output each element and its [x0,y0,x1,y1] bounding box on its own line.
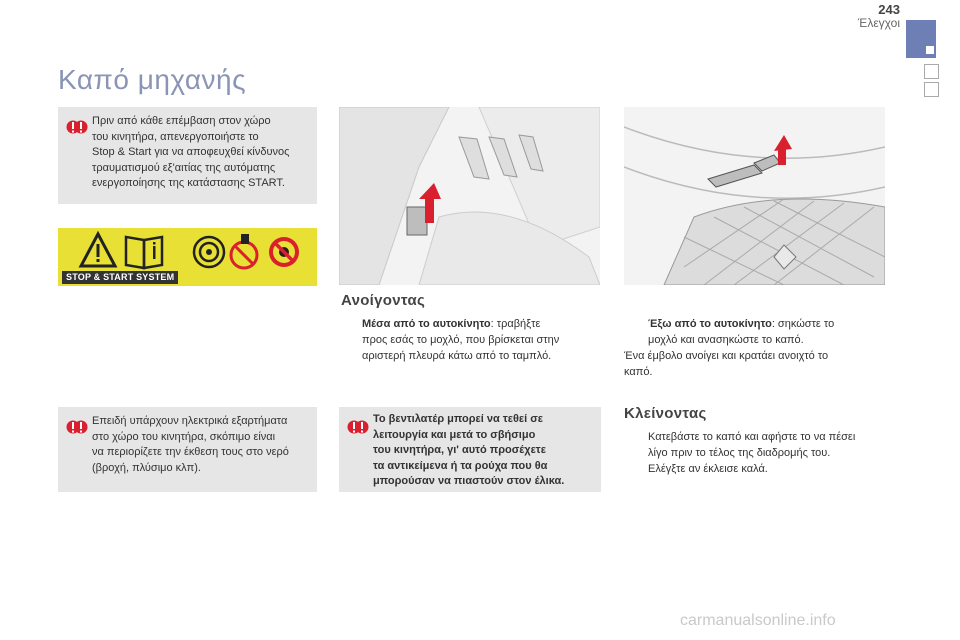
watermark: carmanualsonline.info [680,612,836,629]
page-number: 243 [878,2,900,17]
warning-text: Το βεντιλατέρ μπορεί να τεθεί σε λειτουργία και μετά το σβήσιμο του κινητήρα, γι' αυτό προσέχετε τα αντικείμενα ή τα ρούχα που θα μπορούσαν να πιαστούν στον έλικα. [373,413,565,487]
closing-heading: Κλείνοντας [624,405,707,422]
warning-box-stop-start [58,107,317,204]
warning-icon [347,417,369,437]
opening-outside-step: Έξω από το αυτοκίνητο: σηκώστε το μοχλό και ανασηκώστε το καπό. Ένα έμβολο ανοίγει και κρατάει ανοιχτό το καπό. [624,318,835,378]
sticker-pictograms-icon [58,228,317,272]
opening-inside-step: Μέσα από το αυτοκίνητο: τραβήξτε προς εσάς το μοχλό, που βρίσκεται στην αριστερή πλευρά κάτω από το ταμπλό. [362,318,560,362]
outside-bold: Έξω από το αυτοκίνητο [648,318,772,330]
chapter-marker [924,64,939,79]
warning-icon [66,417,88,437]
warning-text: Πριν από κάθε επέμβαση στον χώρο του κινητήρα, απενεργοποιήστε το Stop & Start για να αποφευχθεί κίνδυνος τραυματισμού εξ'αιτίας της αυτόματης ενεργοποίησης της κατάστασης START. [92,115,290,189]
chapter-marker [924,82,939,97]
warning-box-electrical [58,407,317,492]
inside-bold: Μέσα από το αυτοκίνητο [362,318,491,330]
sticker-label: STOP & START SYSTEM [62,271,178,284]
exterior-lever-illustration [624,107,885,285]
warning-text: Επειδή υπάρχουν ηλεκτρικά εξαρτήματα στο χώρο του κινητήρα, σκόπιμο είναι να περιορίζετε την έκθεση τους στο νερό (βροχή, πλύσιμο κλπ). [92,415,289,474]
warning-icon [66,117,88,137]
interior-lever-illustration [339,107,600,285]
warning-box-fan [339,407,601,492]
stop-start-sticker [58,228,317,286]
car-interior-pedals-icon [339,107,600,285]
closing-step-1: Κατεβάστε το καπό και αφήστε το να πέσει λίγο πριν το τέλος της διαδρομής του. [648,431,856,459]
chapter-tab [906,20,936,58]
car-front-grille-icon [624,107,885,285]
opening-heading: Ανοίγοντας [341,292,426,309]
section-name: Έλεγχοι [857,16,900,30]
page-title: Καπό μηχανής [58,64,247,95]
closing-step-2: Ελέγξτε αν έκλεισε καλά. [648,463,768,475]
